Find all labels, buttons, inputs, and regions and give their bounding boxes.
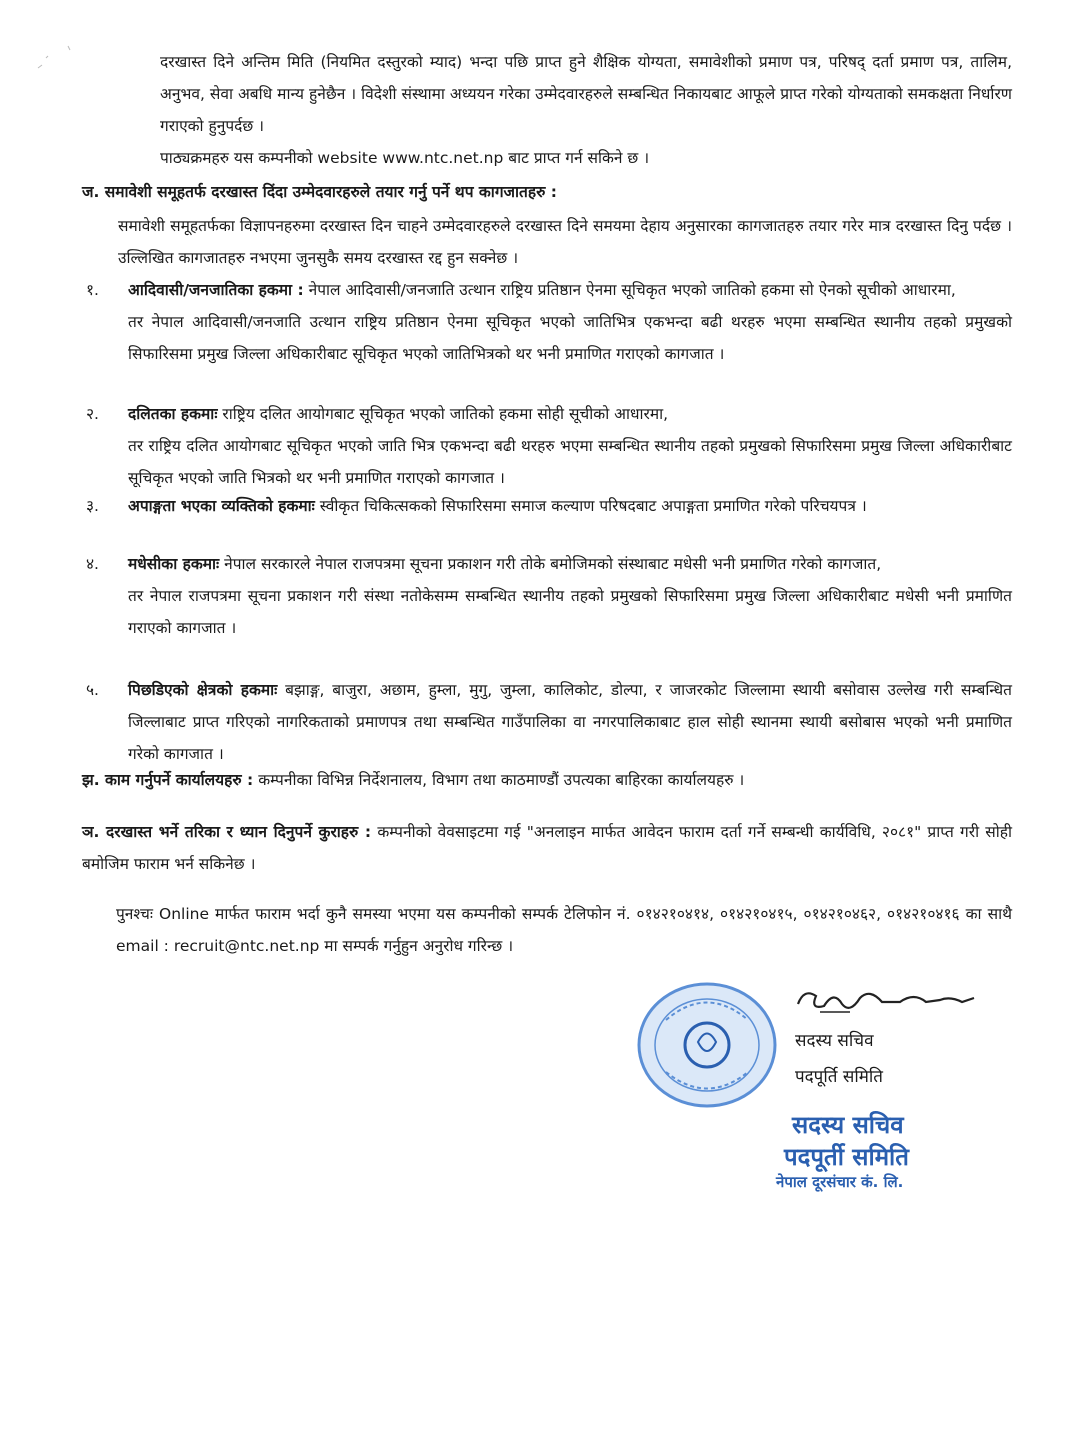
- list-item-3: [86, 490, 1012, 522]
- list-item-label: आदिवासी/जनजातिका हकमा :: [128, 281, 304, 299]
- intro-paragraph: [160, 46, 1012, 174]
- list-item-5: [86, 674, 1012, 770]
- stamp-company: नेपाल दूरसंचार कं. लि.: [776, 1173, 904, 1191]
- list-item-number: ३.: [86, 497, 99, 515]
- section-jha: [82, 764, 1012, 796]
- list-item-number: १.: [86, 281, 99, 299]
- stamp-title-1: सदस्य सचिव: [792, 1111, 904, 1139]
- list-item-4: [86, 548, 1012, 644]
- signature-title-1: सदस्य सचिव: [795, 1031, 874, 1051]
- stamp-title-2: पदपूर्ती समिति: [784, 1143, 909, 1171]
- handwritten-signature: [790, 982, 980, 1022]
- intro-line-2: पाठ्यक्रमहरु यस कम्पनीको website www.ntc.net.np बाट प्राप्त गर्न सकिने छ ।: [160, 149, 650, 167]
- section-ya-text: कम्पनीको वेवसाइटमा गई "अनलाइन मार्फत आवेदन फाराम दर्ता गर्ने सम्बन्धी कार्यविधि, २०८१" प्राप्त गरी सोही बमोजिम फाराम भर्न सकिनेछ ।: [82, 823, 1013, 873]
- list-item-text: राष्ट्रिय दलित आयोगबाट सूचिकृत भएको जातिको हकमा सोही सूचीको आधारमा,: [222, 405, 669, 423]
- list-item-extra: तर राष्ट्रिय दलित आयोगबाट सूचिकृत भएको जाति भित्र एकभन्दा बढी थरहरु भएमा सम्बन्धित स्थानीय तहको प्रमुखको सिफारिसमा प्रमुख जिल्ला अधिकारीबाट सूचिकृत भएको जाति भित्रको थर भनी प्रमाणित गराएको कागजात ।: [128, 437, 1012, 487]
- note-paragraph: [116, 898, 1012, 962]
- list-item-label: पिछडिएको क्षेत्रको हकमाः: [128, 681, 278, 699]
- list-item-number: ५.: [86, 681, 99, 699]
- list-item-label: दलितका हकमाः: [128, 405, 218, 423]
- list-item-text: स्वीकृत चिकित्सकको सिफारिसमा समाज कल्याण परिषदबाट अपाङ्गता प्रमाणित गरेको परिचयपत्र ।: [319, 497, 867, 515]
- list-item-number: २.: [86, 405, 99, 423]
- list-item-number: ४.: [86, 555, 99, 573]
- section-ya: [82, 816, 1012, 880]
- list-item-extra: तर नेपाल राजपत्रमा सूचना प्रकाशन गरी संस्था नतोकेसम्म सम्बन्धित स्थानीय तहको प्रमुखको सिफारिसमा प्रमुख जिल्ला अधिकारीबाट मधेसी भनी प्रमाणित गराएको कागजात ।: [128, 587, 1012, 637]
- scan-speck-mark: [28, 38, 78, 88]
- section-jha-label: झ. काम गर्नुपर्ने कार्यालयहरु :: [82, 771, 254, 789]
- section-jha-text: कम्पनीका विभिन्न निर्देशनालय, विभाग तथा काठमाण्डौं उपत्यका बाहिरका कार्यालयहरु ।: [258, 771, 745, 789]
- list-item-label: मधेसीका हकमाः: [128, 555, 220, 573]
- signature-title-2: पदपूर्ति समिति: [795, 1067, 883, 1087]
- company-seal: [636, 980, 778, 1110]
- list-item-text: नेपाल सरकारले नेपाल राजपत्रमा सूचना प्रकाशन गरी तोके बमोजिमको संस्थाबाट मधेसी भनी प्रमाणित गरेको कागजात,: [224, 555, 882, 573]
- list-item-2: [86, 398, 1012, 494]
- section-ja-heading: ज. समावेशी समूहतर्फ दरखास्त दिंदा उम्मेदवारहरुले तयार गर्नु पर्ने थप कागजातहरु :: [82, 183, 557, 201]
- list-item-text: नेपाल आदिवासी/जनजाति उत्थान राष्ट्रिय प्रतिष्ठान ऐनमा सूचिकृत भएको जातिको हकमा सो ऐनको सूचीको आधारमा,: [308, 281, 956, 299]
- list-item-extra: तर नेपाल आदिवासी/जनजाति उत्थान राष्ट्रिय प्रतिष्ठान ऐनमा सूचिकृत भएको जातिभित्र एकभन्दा बढी थरहरु भएमा सम्बन्धित स्थानीय तहको प्रमुखको सिफारिसमा प्रमुख जिल्ला अधिकारीबाट सूचिकृत भएको जातिभित्रको थर भनी प्रमाणित गराएको कागजात ।: [128, 313, 1012, 363]
- section-ja-intro-text: समावेशी समूहतर्फका विज्ञापनहरुमा दरखास्त दिन चाहने उम्मेदवारहरुले दरखास्त दिने समयमा देहाय अनुसारका कागजातहरु तयार गरेर मात्र दरखास्त दिनु पर्दछ । उल्लिखित कागजातहरु नभएमा जुनसुकै समय दरखास्त रद्द हुन सक्नेछ ।: [118, 217, 1012, 267]
- section-ya-label: ञ. दरखास्त भर्ने तरिका र ध्यान दिनुपर्ने कुराहरु :: [82, 823, 372, 841]
- section-ja-intro: [118, 210, 1012, 274]
- list-item-label: अपाङ्गता भएका व्यक्तिको हकमाः: [128, 497, 315, 515]
- note-text: पुनश्चः Online मार्फत फाराम भर्दा कुनै समस्या भएमा यस कम्पनीको सम्पर्क टेलिफोन नं. ०१४२१०४१४, ०१४२१०४१५, ०१४२१०४६२, ०१४२१०४१६ का साथै email : recruit@ntc.net.np मा सम्पर्क गर्नुहुन अनुरोध गरिन्छ ।: [116, 905, 1012, 955]
- list-item-text: बझाङ्ग, बाजुरा, अछाम, हुम्ला, मुगु, जुम्ला, कालिकोट, डोल्पा, र जाजरकोट जिल्लामा स्थायी बसोवास उल्लेख गरी सम्बन्धित जिल्लाबाट प्राप्त गरिएको नागरिकताको प्रमाणपत्र तथा सम्बन्धित गाउँपालिका वा नगरपालिकाबाट हाल सोही स्थानमा स्थायी बसोबास भएको भनी प्रमाणित गरेको कागजात ।: [128, 681, 1012, 763]
- intro-line-1: दरखास्त दिने अन्तिम मिति (नियमित दस्तुरको म्याद) भन्दा पछि प्राप्त हुने शैक्षिक योग्यता, समावेशीको प्रमाण पत्र, परिषद् दर्ता प्रमाण पत्र, तालिम, अनुभव, सेवा अबधि मान्य हुनेछैन । विदेशी संस्थामा अध्ययन गरेका उम्मेदवारहरुले सम्बन्धित निकायबाट आफूले प्राप्त गरेको योग्यताको समकक्षता निर्धारण गराएको हुनुपर्दछ ।: [160, 53, 1012, 135]
- list-item-1: [86, 274, 1012, 370]
